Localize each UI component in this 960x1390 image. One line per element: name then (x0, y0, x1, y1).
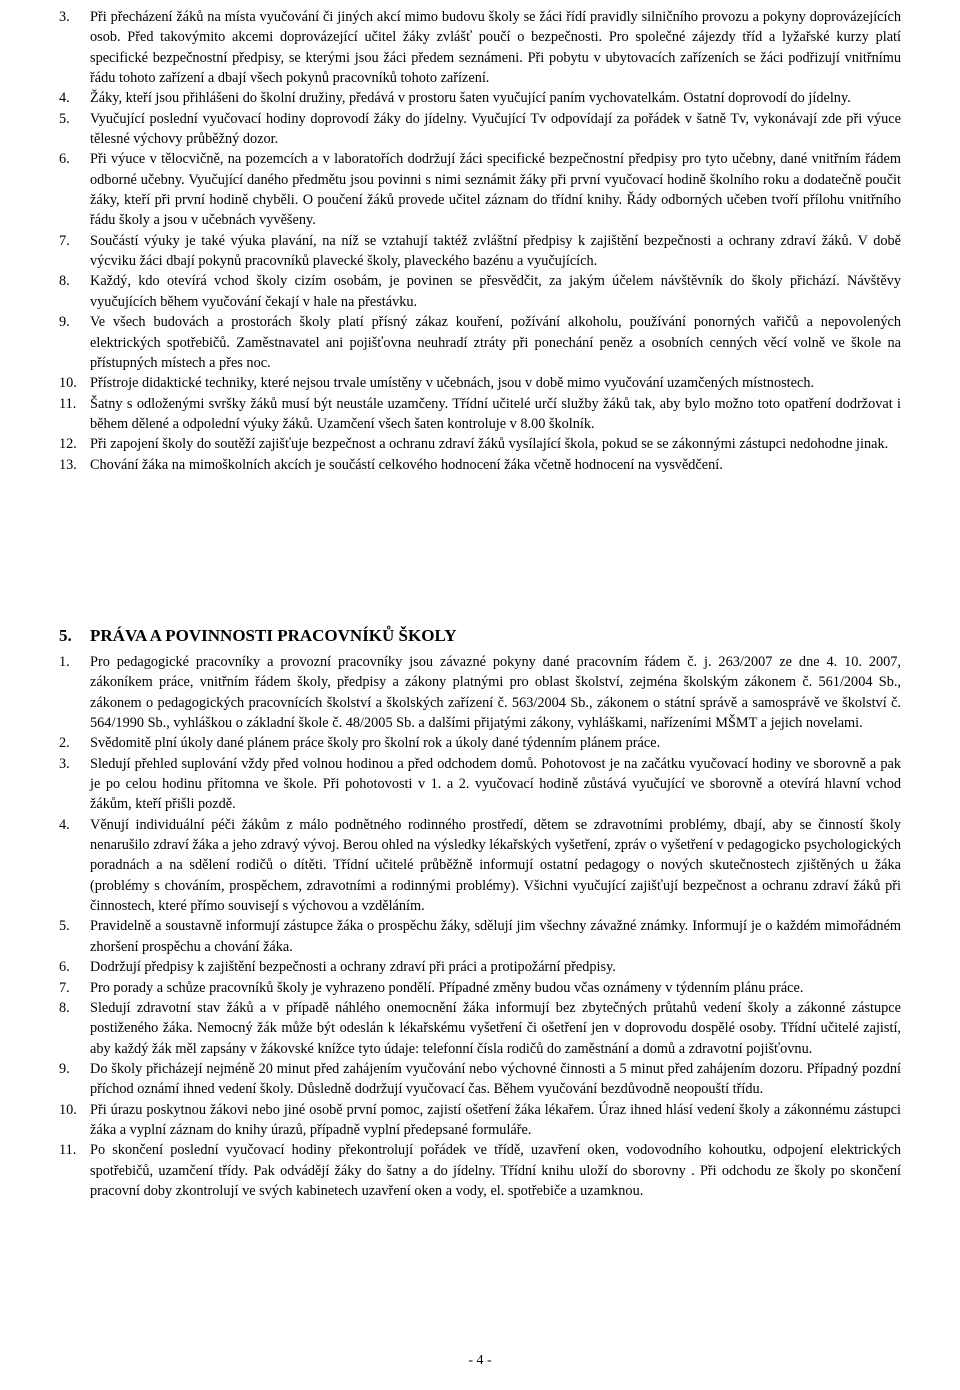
item-text: Sledují přehled suplování vždy před volnou hodinou a před odchodem domů. Pohotovost je na začátku vyučovací hodiny ve sborovně a pak je po celou hodinu přítomna ve škole. Při pohotovosti v 1. a 2. vyučovací hodině zůstává vyučující ve sborovně a otevírá hlavní vchod žákům, kteří přišli pozdě. (90, 755, 901, 813)
section-number: 5. (59, 626, 72, 645)
item-number: 2. (59, 735, 70, 752)
list-item (59, 815, 901, 917)
list-item (59, 916, 901, 957)
item-number: 13. (59, 456, 77, 473)
list-item (59, 652, 901, 733)
item-number: 5. (59, 918, 70, 935)
list-item (59, 754, 901, 815)
item-text: Přístroje didaktické techniky, které nejsou trvale umístěny v učebnách, jsou v době mimo vyučování uzamčených místnostech. (90, 375, 815, 392)
item-number: 10. (59, 1101, 77, 1118)
item-number: 12. (59, 436, 77, 453)
item-text: Při úrazu poskytnou žákovi nebo jiné osobě první pomoc, zajistí ošetření žáka lékařem. Úraz ihned hlásí vedení školy a zákonnému zástupci žáka a vyplní záznam do knihy úrazů, případně vyplní předepsané formuláře. (90, 1101, 901, 1138)
item-number: 6. (59, 151, 70, 168)
item-number: 1. (59, 654, 70, 670)
item-number: 7. (59, 232, 70, 249)
item-text: Po skončení poslední vyučovací hodiny překontrolují pořádek ve třídě, uzavření oken, vodovodního kohoutku, odpojení elektrických spotřebičů, uzamčení třídy. Pak odvádějí žáky do šatny a do jídelny. Třídní knihu uloží do sborovny . Při odchodu ze školy po skončení pracovní doby zkontrolují ve svých kabinetech uzavření oken a vody, el. spotřebiče a uzamknou. (90, 1142, 901, 1199)
item-text: Šatny s odloženými svršky žáků musí být neustále uzamčeny. Třídní učitelé určí služby žáků tak, aby bylo možno toto opatření dodržovat i během dělené a odpolední výuky žáků. Uzamčení všech šaten kontroluje v 8.00 školník. (90, 395, 901, 432)
item-text: Součástí výuky je také výuka plavání, na níž se vztahují taktéž zvláštní předpisy k zajištění bezpečnosti a ochrany zdraví žáků. V době výcviku žáci dbají pokynů pracovníků plavecké školy, plaveckého bazénu a vyučujících. (90, 232, 901, 270)
item-text: Při přecházení žáků na místa vyučování či jiných akcí mimo budovu školy se žáci řídí pravidly silničního provozu a pokyny doprovázejících osob. Před takovýmito akcemi doprovázející učitel žáky zvlášť poučí o bezpečnosti. Pro společné zájezdy tříd a lyžařské kurzy platí specifické bezpečnostní předpisy, se kterými jsou žáci předem seznámeni. Při pobytu v ubytovacích zařízeních se žáci podřizují vnitřnímu řádu tohoto zařízení a dbají všech pokynů pracovníků tohoto zařízení. (90, 9, 901, 87)
list-item (59, 1059, 901, 1100)
list-item (59, 733, 901, 753)
list-item (59, 149, 901, 230)
list-item (59, 957, 901, 977)
rules-list-continued (59, 7, 901, 475)
item-number: 8. (59, 999, 70, 1016)
item-number: 9. (59, 314, 70, 331)
item-number: 9. (59, 1060, 70, 1077)
list-item (59, 998, 901, 1059)
list-item (59, 231, 901, 272)
item-number: 8. (59, 273, 70, 290)
item-text: Ve všech budovách a prostorách školy platí přísný zákaz kouření, požívání alkoholu, používání ponorných vařičů a nepovolených elektrických spotřebičů. Zaměstnavatel ani pojišťovna neuhradí ztráty při ponechání peněz a osobních cenných věcí volně ve škole na přístupných místech a přes noc. (90, 314, 901, 371)
list-item (59, 88, 901, 108)
list-item (59, 455, 901, 475)
item-text: Do školy přicházejí nejméně 20 minut před zahájením vyučování nebo výchovné činnosti a 5 minut před zahájením dozoru. Případný pozdní příchod oznámí ihned vedení školy. Důsledně dodržují vyučovací čas. Během vyučování bezdůvodně neopouští třídu. (90, 1060, 901, 1098)
item-text: Žáky, kteří jsou přihlášeni do školní družiny, předává v prostoru šaten vyučující paním vychovatelkám. Ostatní doprovodí do jídelny. (90, 90, 851, 107)
list-item (59, 373, 901, 393)
list-item (59, 1140, 901, 1201)
list-item (59, 7, 901, 88)
section-heading (59, 625, 457, 647)
item-text: Pro porady a schůze pracovníků školy je vyhrazeno pondělí. Případné změny budou včas oznámeny v týdenním plánu práce. (90, 979, 804, 996)
item-number: 3. (59, 9, 70, 25)
item-text: Při zapojení školy do soutěží zajišťuje bezpečnost a ochranu zdraví žáků vysílající škola, pokud se se zákonnými zástupci nedohodne jinak. (90, 436, 889, 453)
item-text: Každý, kdo otevírá vchod školy cizím osobám, je povinen se přesvědčit, za jakým účelem návštěvník do školy přichází. Návštěvy vyučujících během vyučování čekají v hale na přestávku. (90, 273, 901, 310)
item-text: Svědomitě plní úkoly dané plánem práce školy pro školní rok a úkoly dané týdenním plánem práce. (90, 735, 661, 752)
item-number: 11. (59, 1142, 77, 1159)
item-text: Dodržují předpisy k zajištění bezpečnosti a ochrany zdraví při práci a protipožární předpisy. (90, 959, 616, 976)
item-number: 5. (59, 110, 70, 127)
item-number: 10. (59, 375, 77, 392)
staff-duties-list (59, 652, 901, 1201)
item-text: Sledují zdravotní stav žáků a v případě náhlého onemocnění žáka informují bez zbytečných průtahů vedení školy a zákonné zástupce postiženého žáka. Nemocný žák může být odeslán k lékařskému vyšetření či ošetření jen v doprovodu dospělé osoby. Třídní učitelé zajistí, aby každý žák měl zapsány v žákovské knížce tyto údaje: telefonní čísla rodičů do zaměstnání a domů a zdravotní pojišťovnu. (90, 999, 901, 1057)
item-text: Chování žáka na mimoškolních akcích je součástí celkového hodnocení žáka včetně hodnocení na vysvědčení. (90, 456, 723, 473)
list-item (59, 312, 901, 373)
list-item (59, 271, 901, 312)
list-item (59, 434, 901, 454)
list-item (59, 394, 901, 435)
item-text: Pravidelně a soustavně informují zástupce žáka o prospěchu žáky, sdělují jim všechny závažné známky. Informují je o každém mimořádném zhoršení prospěchu a chování žáka. (90, 918, 901, 955)
item-number: 6. (59, 959, 70, 976)
item-text: Vyučující poslední vyučovací hodiny doprovodí žáky do jídelny. Vyučující Tv odpovídají za pořádek v šatně Tv, vykonávají zde při výuce tělesné výchovy průběžný dozor. (90, 110, 901, 148)
section-title: PRÁVA A POVINNOSTI PRACOVNÍKŮ ŠKOLY (90, 626, 457, 645)
list-item (59, 1100, 901, 1141)
item-number: 3. (59, 755, 70, 772)
item-number: 7. (59, 979, 70, 996)
list-item (59, 109, 901, 150)
list-item (59, 978, 901, 998)
item-number: 4. (59, 90, 70, 107)
item-number: 4. (59, 816, 70, 833)
item-text: Při výuce v tělocvičně, na pozemcích a v laboratořích dodržují žáci specifické bezpečnostní předpisy pro tyto učebny, dané vnitřním řádem odborné učebny. Vyučující daného předmětu jsou povinni s nimi seznámit žáky při první vyučovací hodině školního roku a dodatečně poučit žáky, kteří při první hodině chyběli. O poučení žáků provede učitel záznam do třídní knihy. Řády odborných učeben tvoří přílohu vnitřního řádu školy a jsou v učebnách vyvěšeny. (90, 151, 901, 229)
item-text: Věnují individuální péči žákům z málo podnětného rodinného prostředí, dětem se zdravotními problémy, dbají, aby se činností školy nenarušilo zdraví žáka a jeho zdravý vývoj. Berou ohled na výsledky lékařských vyšetření, zpráv o vyšetření v pedagogicko psychologických poradnách a na sdělení rodičů o dítěti. Třídní učitelé průběžně informují ostatní pedagogy o nových skutečnostech zjištěných u žáka (problémy s chováním, prospěchem, zdravotními a rodinnými problémy). Všichni vyučující zajišťují bezpečnost a ochranu zdraví žáků při činnostech, které přímo souvisejí s výchovou a vzděláním. (90, 816, 901, 915)
item-number: 11. (59, 395, 77, 412)
page-number: - 4 - (468, 1353, 492, 1368)
item-text: Pro pedagogické pracovníky a provozní pracovníky jsou závazné pokyny dané pracovním řádem č. j. 263/2007 ze dne 4. 10. 2007, zákoníkem práce, vnitřním řádem školy, předpisy a zákony platnými pro oblast školství, zejména školským zákonem č. 561/2004 Sb., zákonem o pedagogických pracovnících školství a školských zařízení č. 563/2004 Sb., zákonem o státní správě a samosprávě ve školství č. 564/1990 Sb., vyhláškou o základní škole č. 48/2005 Sb. a dalšími přijatými zákony, vyhláškami, nařízeními MŠMT a jejich novelami. (90, 654, 901, 732)
